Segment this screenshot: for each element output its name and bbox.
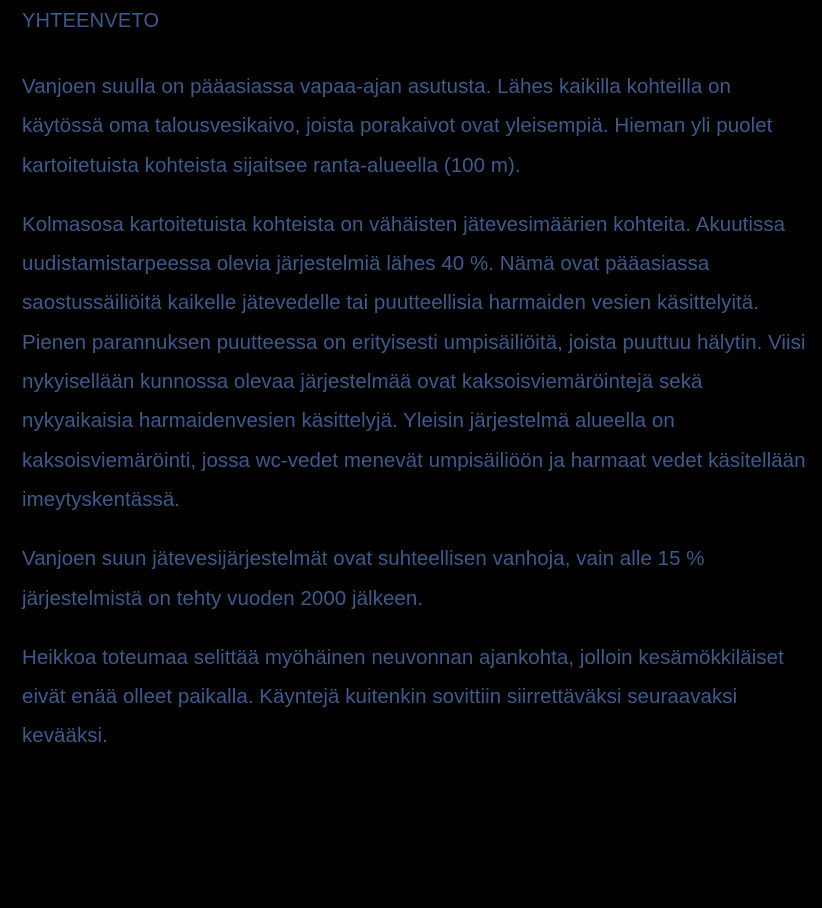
paragraph-summary-timing: Heikkoa toteumaa selittää myöhäinen neuvonnan ajankohta, jolloin kesämökkiläiset eivät enää olleet paikalla. Käyntejä kuitenkin sovittiin siirrettäväksi seuraavaksi kevääksi. (22, 645, 784, 748)
paragraph-summary-age: Vanjoen suun jätevesijärjestelmät ovat suhteellisen vanhoja, vain alle 15 % järjestelmistä on tehty vuoden 2000 jälkeen. (22, 547, 705, 610)
paragraph-summary-housing: Vanjoen suulla on pääasiassa vapaa-ajan asutusta. Lähes kaikilla kohteilla on käytössä oma talousvesikaivo, joista porakaivot ovat yleisempiä. Hieman yli puolet kartoitetuista kohteista sijaitsee ranta-alueella (100 m). (22, 75, 773, 177)
paragraph-summary-systems: Kolmasosa kartoitetuista kohteista on vähäisten jätevesimäärien kohteita. Akuutissa uudistamistarpeessa olevia järjestelmiä lähes 40 %. Nämä ovat pääasiassa saostussäiliöitä kaikelle jätevedelle tai puutteellisia harmaiden vesien käsittelyitä. Pienen parannuksen puutteessa on erityisesti umpisäiliöitä, joista puuttuu hälytin. Viisi nykyisellään kunnossa olevaa järjestelmää ovat kaksoisviemäröintejä sekä nykyaikaisia harmaidenvesien käsittelyjä. Yleisin järjestelmä alueella on kaksoisviemäröinti, jossa wc-vedet menevät umpisäiliöön ja harmaat vedet käsitellään imeytyskentässä. (22, 212, 806, 511)
document-page (22, 0, 812, 756)
section-heading: YHTEENVETO (22, 10, 160, 32)
